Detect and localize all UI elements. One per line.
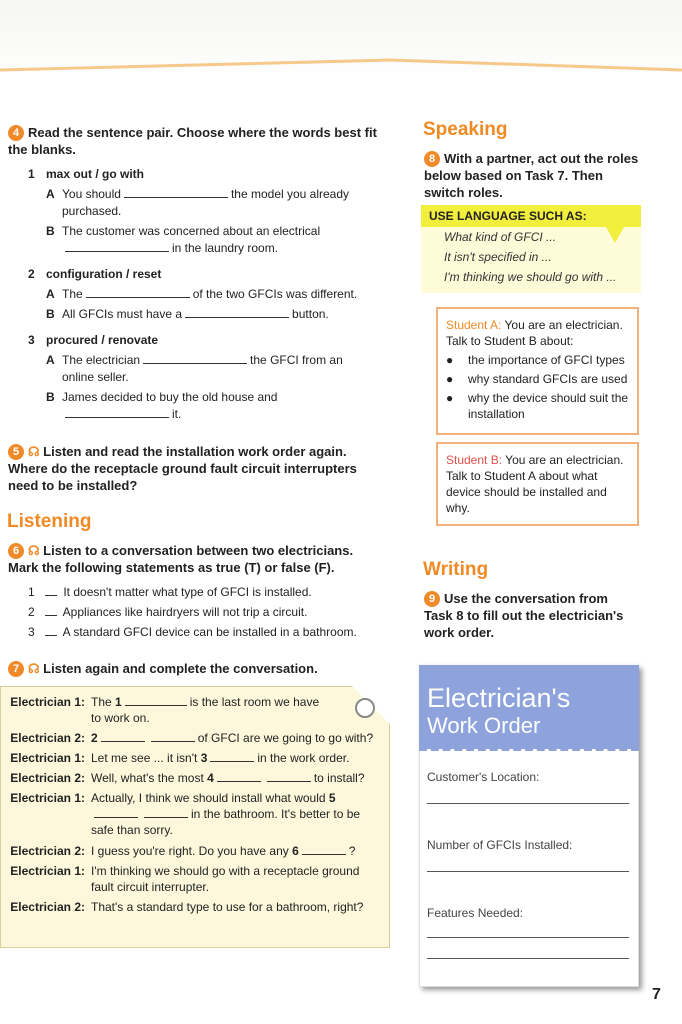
page-number: 7 [652,986,661,1003]
blank[interactable] [302,845,346,855]
sentence-a: A You should the model you already purchased. [46,187,350,218]
sentence-a: A The of the two GFCIs was different. [46,287,358,301]
field-label-gfci-count: Number of GFCIs Installed: [427,838,573,852]
phrase: What kind of GFCI ... [444,230,557,244]
task-7-prompt: 7 ☊ Listen again and complete the conversation. [8,660,388,677]
blank[interactable] [210,752,254,762]
blank[interactable] [125,696,187,706]
sentence-b: B James decided to buy the old house and it. [46,390,278,421]
blank[interactable] [144,808,188,818]
field-input-gfci-count[interactable] [427,871,629,872]
field-label-features: Features Needed: [427,906,524,920]
task-9-prompt: 9 Use the conversation from Task 8 to fill out the electrician's work order. [424,591,624,640]
phrase: I'm thinking we should go with ... [444,270,617,284]
group-heading: 2 configuration / reset [28,267,162,281]
dialogue-line: Electrician 2: I guess you're right. Do you have any 6 ? [10,844,356,858]
dialogue-line: Electrician 1: Let me see ... it isn't 3 in the work order. [10,751,350,765]
task-number-badge: 8 [424,151,440,167]
dialogue-line: Electrician 2: That's a standard type to use for a bathroom, right? [10,900,364,914]
writing-heading: Writing [423,559,489,580]
field-input-features-2[interactable] [427,958,629,959]
field-label-location: Customer's Location: [427,770,540,784]
task-number-badge: 9 [424,591,440,607]
sentence-a: A The electrician the GFCI from an online seller. [46,353,343,384]
task-4-items [28,166,388,423]
statement: 2 Appliances like hairdryers will not trip a circuit. [28,605,308,619]
task-number-badge: 7 [8,661,24,677]
task-6-statements [28,584,388,641]
field-input-location[interactable] [427,803,629,804]
blank[interactable] [94,808,138,818]
sentence-b: B The customer was concerned about an electrical in the laundry room. [46,224,321,255]
language-box-heading: USE LANGUAGE SUCH AS: [421,205,641,227]
dialogue-line: Electrician 1: I'm thinking we should go with a receptacle ground fault circuit interrupter. [10,864,360,894]
work-order-header: Electrician's Work Order [419,665,639,749]
headphones-icon: ☊ [28,661,40,676]
listening-heading: Listening [7,511,92,532]
blank[interactable] [101,732,145,742]
task-number-badge: 5 [8,444,24,460]
speech-pointer [606,227,624,243]
dialogue-line: Electrician 1: The 1 is the last room we have to work on. [10,695,320,725]
student-a-card: Student A: You are an electrician. Talk to Student B about: ● the importance of GFCI types ● why standard GFCIs are used ● why the device should suit the installation [436,307,639,435]
dialogue-line: Electrician 2: 2 of GFCI are we going to go with? [10,731,374,745]
speaking-heading: Speaking [423,119,508,140]
headphones-icon: ☊ [28,444,40,459]
task-8-prompt: 8 With a partner, act out the roles below based on Task 7. Then switch roles. [424,151,639,200]
blank[interactable] [86,288,190,298]
blank[interactable] [65,408,169,418]
task-5-prompt: 5 ☊ Listen and read the installation work order again. Where do the receptacle ground fault circuit interrupters need to be installed? [8,444,357,493]
task-6-prompt: 6 ☊ Listen to a conversation between two electricians. Mark the following statements as true (T) or false (F). [8,543,354,575]
statement: 3 A standard GFCI device can be installed in a bathroom. [28,625,357,639]
group-heading: 1 max out / go with [28,167,144,181]
blank[interactable] [65,242,169,252]
field-input-features[interactable] [427,937,629,938]
answer-blank[interactable] [45,606,57,616]
blank[interactable] [124,188,228,198]
header-divider [0,58,682,72]
answer-blank[interactable] [45,626,57,636]
task-number-badge: 4 [8,125,24,141]
header-dashes [419,747,639,751]
sentence-b: B All GFCIs must have a button. [46,307,329,321]
blank[interactable] [185,308,289,318]
student-b-card: Student B: You are an electrician. Talk to Student A about what device should be installed and why. [436,442,639,526]
task-4-prompt: 4 Read the sentence pair. Choose where the words best fit the blanks. [8,125,377,157]
dialogue-line: Electrician 1: Actually, I think we should install what would 5in the bathroom. It's better to be safe than sorry. [10,791,361,837]
blank[interactable] [267,772,311,782]
headphones-icon: ☊ [28,543,40,558]
phrase: It isn't specified in ... [444,250,552,264]
blank[interactable] [143,354,247,364]
blank[interactable] [151,732,195,742]
statement: 1 It doesn't matter what type of GFCI is installed. [28,585,312,599]
blank[interactable] [217,772,261,782]
dialogue-line: Electrician 2: Well, what's the most 4 to install? [10,771,365,785]
task-number-badge: 6 [8,543,24,559]
group-heading: 3 procured / renovate [28,333,159,347]
answer-blank[interactable] [45,586,57,596]
